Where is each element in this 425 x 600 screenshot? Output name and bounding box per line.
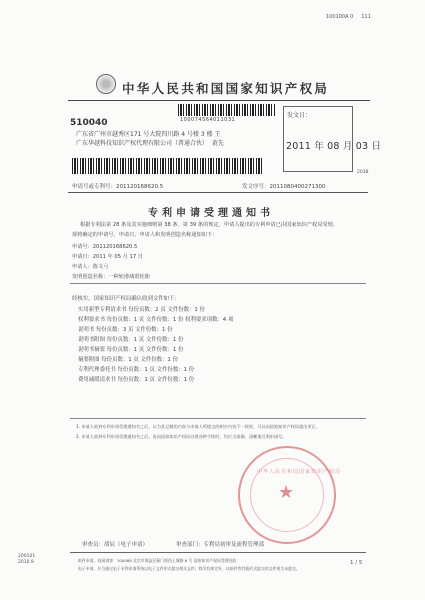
notes-divider [70, 418, 366, 419]
issue-date-label: 发文日： [287, 112, 312, 119]
document-item: 专利代理委托书 每份页数：1 页 文件份数：1 份 [78, 367, 195, 373]
documents-heading: 经核实，国家知识产权局确认收到文件如下： [72, 296, 180, 302]
barcode-number: 100074564011031 [180, 117, 236, 123]
reference-divider [68, 192, 368, 193]
postcode: 510040 [70, 118, 108, 128]
note-1: 1. 申请人收到专利申请受理通知书之后，认为其记载的内容与申请人所提交的相应内容不一致时，可以向国家知识产权局提出更正。 [76, 424, 321, 429]
seal-star-icon: ★ [278, 482, 295, 503]
notice-title: 专利申请受理通知书 [148, 208, 274, 219]
field-invention-title: 发明创造名称：一种轮滑减震轮胎 [72, 274, 150, 280]
note-2: 2. 申请人收到专利申请受理通知书之后，再向国家知识产权局办理各种手续时，均应当准确、清晰地写明申请号。 [76, 434, 287, 439]
document-serial-label: 发文序号： [242, 184, 270, 190]
form-code: 100100A 0 111 [326, 14, 371, 20]
page-number: 1 / 5 [350, 560, 363, 566]
document-item: 说明书 每份页数：3 页 文件份数：1 份 [78, 327, 173, 333]
recipient-agency: 广东华越科技知识产权代理有限公司（普通合伙） 黄先 [76, 140, 224, 147]
notice-paragraph-2: 现将确定的申请号、申请日、申请人和发明创造名称通知如下： [72, 232, 218, 238]
official-seal-text: 中华人民共和国国家知识产权局 [257, 469, 342, 475]
document-item: 说明书摘要 每份页数：1 页 文件份数：1 份 [78, 347, 184, 353]
examiner-line: 审查员：胡辰（电子申请） 审查部门：专利局初审及流程管理部 [82, 542, 264, 548]
field-applicant: 申请人：陈文弓 [72, 264, 109, 270]
field-application-date: 申请日：2011 年 05 月 17 日 [72, 254, 143, 260]
document-serial-line [242, 182, 326, 190]
document-item: 说明书附图 每份页数：1 页 文件份数：1 份 [78, 337, 184, 343]
application-number-label: 申请号或专利号： [72, 184, 117, 190]
field-application-number: 申请号：201120168620.5 [72, 244, 138, 250]
document-item: 费用减缓请求书 每份页数：1 页 文件份数：1 份 [78, 377, 195, 383]
footer-note-2: 电子申请，应当通过电子专利申请系统以电子文件形式提交相关文件。除另有规定外，以纸件等其他形式提交的文件视为未提交。 [78, 566, 300, 571]
recipient-address: 广东省广州市越秀区171 号大院四川路 4 号楼 3 楼 王 [76, 131, 221, 138]
header-divider [68, 100, 370, 101]
fields-divider [70, 283, 366, 284]
application-number-line [72, 182, 163, 190]
recipient-barcode [178, 104, 276, 116]
application-number: 201120168620.5 [116, 184, 164, 190]
document-item: 权利要求书 每份页数：1 页 文件份数：1 份 权利要求项数：4 项 [78, 317, 234, 323]
document-item: 摘要附图 每份页数：1 页 文件份数：1 份 [78, 357, 178, 363]
national-emblem-icon [96, 74, 116, 94]
date-side-code: 2038 [357, 170, 369, 175]
footer-divider [70, 552, 366, 553]
document-barcode [72, 158, 262, 174]
footer-note-1: 纸件申请，回函请寄：100088 北京市海淀区蓟门桥西土城路 6 号 国家知识产权局受理处收 [78, 558, 237, 563]
notice-paragraph-1: 根据专利法第 28 条及其实施细则第 38 条、第 39 条的规定，申请人提出的专利申请已由国家知识产权局受理， [80, 222, 338, 228]
document-item: 实用新型专利请求书 每份页数：2 页 文件份数：1 份 [78, 307, 205, 313]
document-serial: 2011080400271300 [269, 184, 326, 190]
office-title: 中华人民共和国国家知识产权局 [122, 81, 330, 96]
issue-date: 2011 年 08 月 03 日 [286, 141, 382, 152]
footer-form-code: 200101 2010.9 [18, 554, 36, 565]
